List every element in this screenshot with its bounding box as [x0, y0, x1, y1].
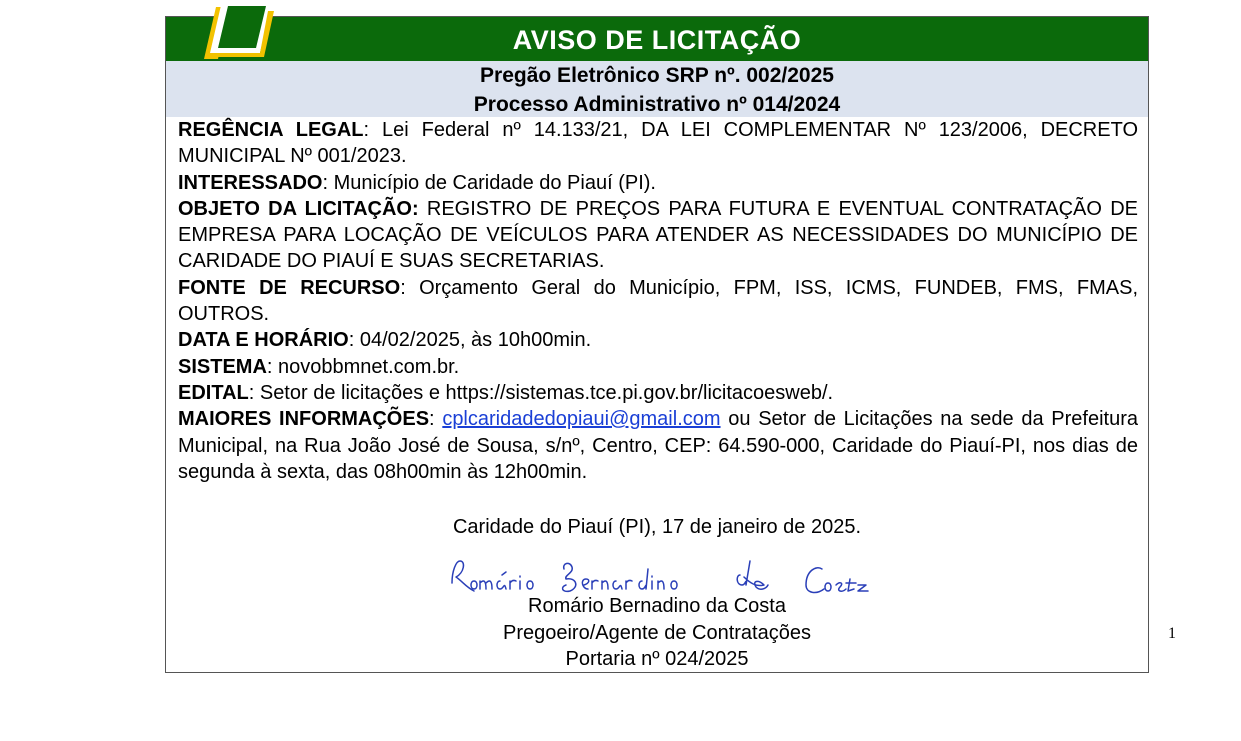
notice-body: [178, 117, 1138, 485]
notice-box: [165, 16, 1149, 673]
objeto-label: OBJETO DA LICITAÇÃO:: [178, 197, 419, 220]
data-horario-label: DATA E HORÁRIO: [178, 329, 349, 352]
pregao-number: Pregão Eletrônico SRP nº. 002/2025: [480, 64, 834, 87]
interessado-paragraph: [178, 170, 1138, 196]
signer-block: [166, 593, 1148, 673]
regencia-label: REGÊNCIA LEGAL: [178, 119, 364, 141]
data-horario-text: : 04/02/2025, às 10h00min.: [348, 329, 592, 352]
objeto-paragraph: [178, 196, 1138, 275]
sistema-label: SISTEMA: [178, 355, 267, 378]
page-number: 1: [1168, 625, 1176, 642]
fonte-paragraph: [178, 275, 1138, 328]
interessado-label: INTERESSADO: [178, 171, 323, 194]
informacoes-text: ou Setor de Licitações na sede da Prefeitura Municipal, na Rua João José de Sousa, s/nº, Centro, CEP: 64.590-000, Caridade do Piauí-PI, nos dias de segunda à sexta, das 08h00min às 12h00min.: [178, 408, 1138, 483]
logo-icon: [202, 1, 282, 65]
processo-number: Processo Administrativo nº 014/2024: [473, 93, 841, 116]
sistema-paragraph: [178, 354, 1138, 380]
objeto-text: REGISTRO DE PREÇOS PARA FUTURA E EVENTUAL CONTRATAÇÃO DE EMPRESA PARA LOCAÇÃO DE VEÍCULOS PARA ATENDER AS NECESSIDADES DO MUNICÍPIO DE CARIDADE DO PIAUÍ E SUAS SECRETARIAS.: [178, 197, 1139, 273]
email-link[interactable]: cplcaridadedopiaui@gmail.com: [442, 408, 721, 431]
informacoes-label: MAIORES INFORMAÇÕES: [178, 408, 430, 431]
fonte-label: FONTE DE RECURSO: [178, 276, 401, 299]
sistema-text: : novobbmnet.com.br.: [266, 355, 460, 378]
edital-text: : Setor de licitações e https://sistemas.tce.pi.gov.br/licitacoesweb/.: [248, 381, 834, 404]
signer-name: Romário Bernadino da Costa: [528, 595, 786, 617]
edital-label: EDITAL: [178, 381, 249, 404]
date-line: Caridade do Piauí (PI), 17 de janeiro de 2025.: [452, 516, 862, 538]
title-banner: [166, 17, 1148, 61]
informacoes-paragraph: [178, 406, 1138, 485]
portaria: Portaria nº 024/2025: [565, 648, 749, 670]
interessado-text: : Município de Caridade do Piauí (PI).: [322, 171, 656, 194]
data-horario-paragraph: [178, 327, 1138, 353]
process-header: [166, 61, 1148, 117]
fonte-text: : Orçamento Geral do Município, FPM, ISS, ICMS, FUNDEB, FMS, FMAS, OUTROS.: [178, 276, 1138, 326]
notice-title: AVISO DE LICITAÇÃO: [512, 25, 802, 55]
informacoes-separator: :: [429, 408, 443, 431]
edital-paragraph: [178, 380, 1138, 406]
signer-role: Pregoeiro/Agente de Contratações: [503, 621, 811, 644]
regencia-text: : Lei Federal nº 14.133/21, DA LEI COMPLEMENTAR Nº 123/2006, DECRETO MUNICIPAL Nº 001/2023.: [178, 119, 1139, 168]
regencia-paragraph: [178, 117, 1138, 170]
